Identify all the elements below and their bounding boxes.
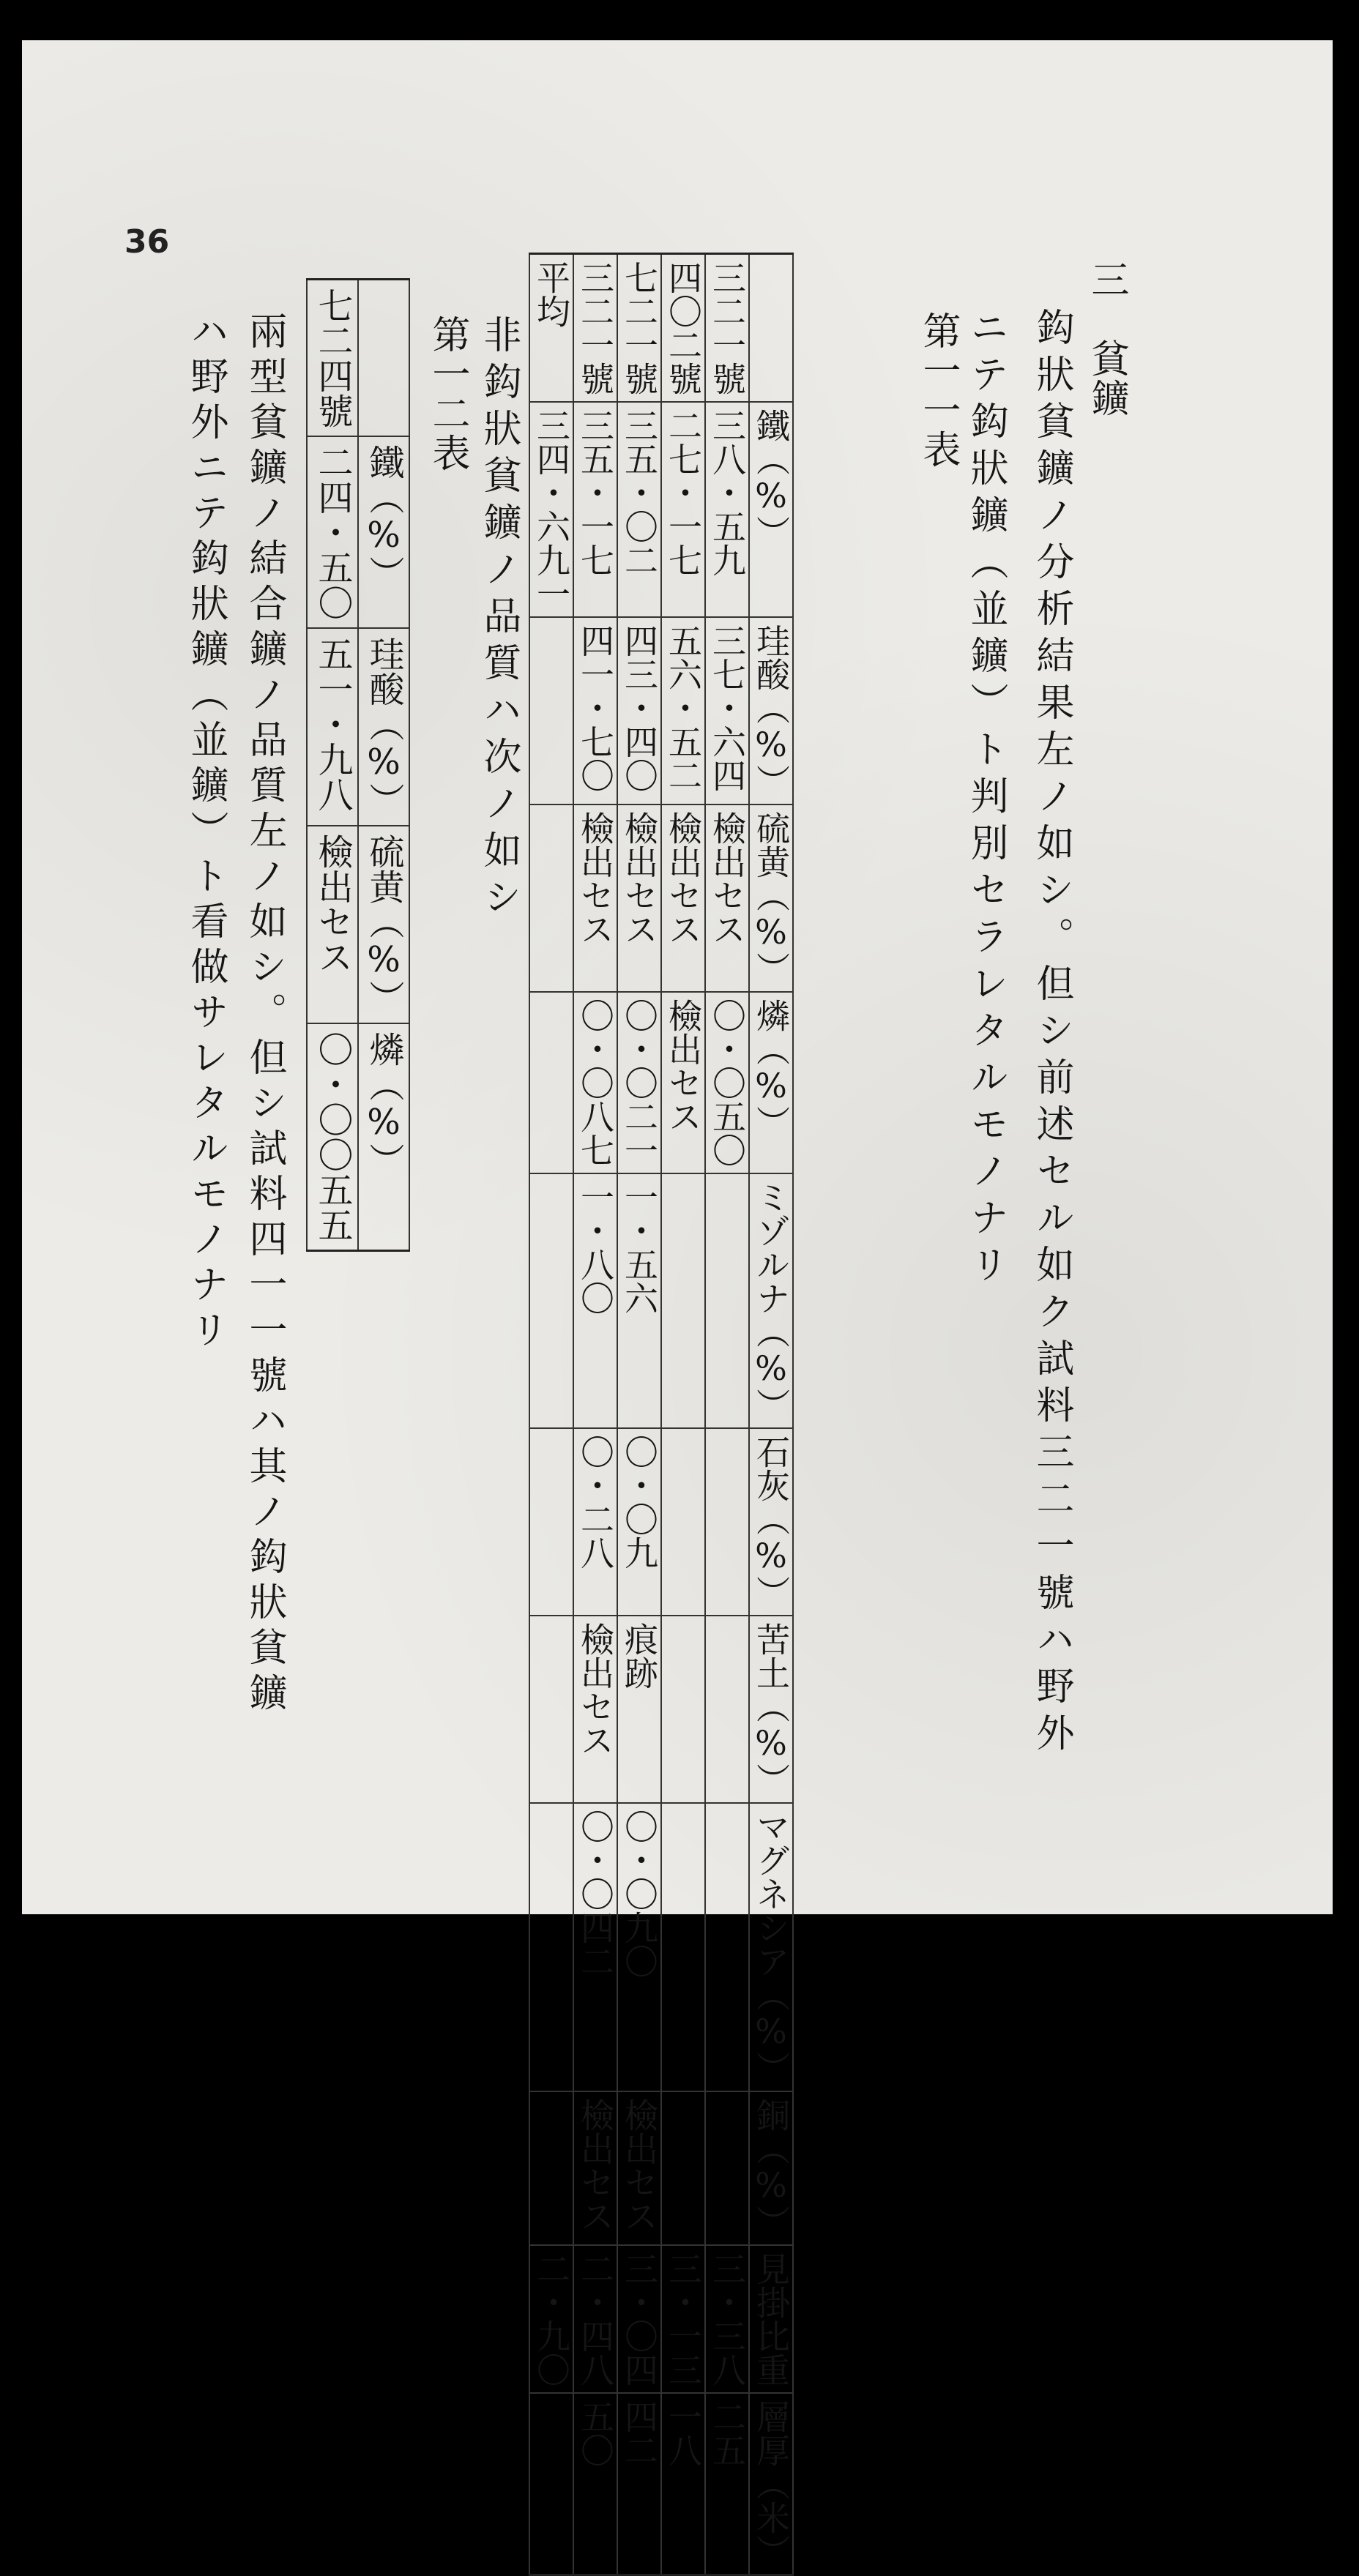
sample-id: 七二一號 [617,254,661,403]
table-cell [705,1173,749,1428]
table2-title: 第一二表 [425,315,469,473]
table-row-average [529,254,573,2575]
paragraph1-line2: ニテ鈎狀鑛（並鑛）ト判別セラレタルモノナリ [964,307,1008,1291]
table1-header: マグネシア（%） [749,1803,793,2091]
table-cell: 二四・五〇 [307,436,358,628]
table-cell: 檢出セス [705,804,749,992]
table1-header: 珪酸（%） [749,617,793,804]
table-cell [661,2091,705,2245]
table-cell: 四三・四〇 [617,617,661,804]
table-cell: 一・五六 [617,1173,661,1428]
table-cell: 二・四八 [573,2245,617,2393]
table-cell [529,617,573,804]
table-cell: 三五・一七 [573,402,617,617]
table1-header: 鐵（%） [749,402,793,617]
table-row [661,254,705,2575]
table-cell [705,2091,749,2245]
table-cell [529,1616,573,1803]
table-cell: 二・九〇 [529,2245,573,2393]
table1-header: 石灰（%） [749,1428,793,1616]
table-cell [705,1803,749,2091]
table1-header: 層厚（米） [749,2393,793,2575]
table2 [306,278,410,1252]
section-heading: 三 貧鑛 [1084,260,1128,418]
table2-header-row [358,280,409,1251]
table-cell: 檢出セス [573,2091,617,2245]
table2-header: 硫黄（%） [358,826,409,1023]
table-cell: 二七・一七 [661,402,705,617]
table-row [573,254,617,2575]
table-cell [529,1173,573,1428]
table1-header: 硫黄（%） [749,804,793,992]
table-cell: 三・一三 [661,2245,705,2393]
table-cell [529,2393,573,2575]
table-cell: 三八・五九 [705,402,749,617]
table-cell: 五一・九八 [307,628,358,826]
table-cell: 檢出セス [307,826,358,1023]
paragraph1-line1: 鈎狀貧鑛ノ分析結果左ノ如シ。但シ前述セル如ク試料三二一號ハ野外 [1030,307,1073,1760]
table-cell: 五〇 [573,2393,617,2575]
table-cell: 〇・〇九 [617,1428,661,1616]
table1 [529,253,794,2576]
table1-header-row [749,254,793,2575]
table-cell [661,1616,705,1803]
table2-header: 鐵（%） [358,436,409,628]
table-row [617,254,661,2575]
sample-id: 四〇二號 [661,254,705,403]
table1-header: 苦土（%） [749,1616,793,1803]
table-cell [661,1803,705,2091]
table-cell: 三四・六九一 [529,402,573,617]
table-cell: 三五・〇二 [617,402,661,617]
table2-header [358,280,409,437]
table-cell [529,2091,573,2245]
table1-header: 燐（%） [749,992,793,1173]
table-cell: 檢出セス [573,1616,617,1803]
table-cell [529,1428,573,1616]
table-cell [705,1616,749,1803]
sample-id: 三二一號 [573,254,617,403]
table-cell: 〇・〇五〇 [705,992,749,1173]
table1-header: 銅（%） [749,2091,793,2245]
table-cell: 〇・二八 [573,1428,617,1616]
table-cell: 〇・〇〇五五 [307,1023,358,1251]
table-cell: 〇・〇二一 [617,992,661,1173]
document-page [22,40,1333,2568]
table-cell: 〇・〇八七 [573,992,617,1173]
table-cell: 二五 [705,2393,749,2575]
table-cell: 檢出セス [661,992,705,1173]
paragraph3-line2: ハ野外ニテ鈎狀鑛（並鑛）ト看做サレタルモノナリ [184,311,228,1355]
table-cell: 一八 [661,2393,705,2575]
table-row [705,254,749,2575]
average-label: 平均 [529,254,573,403]
sample-id: 七二四號 [307,280,358,437]
table-cell [529,992,573,1173]
table-cell: 五六・五二 [661,617,705,804]
table1-header: 見掛比重 [749,2245,793,2393]
table-cell [661,1173,705,1428]
table-cell [661,1428,705,1616]
table1-header [749,254,793,403]
page-number: 36 [124,223,170,261]
table-cell [705,1428,749,1616]
table-cell: 一・八〇 [573,1173,617,1428]
table-cell: 〇・〇九〇 [617,1803,661,2091]
table-cell: 三七・六四 [705,617,749,804]
table-cell: 〇・〇四二 [573,1803,617,2091]
sample-id: 三二一號 [705,254,749,403]
table-cell: 檢出セス [617,804,661,992]
table-cell: 四一・七〇 [573,617,617,804]
table-cell [529,1803,573,2091]
table1-title: 第一一表 [916,311,960,469]
table1-header: ミゾルナ（%） [749,1173,793,1428]
paragraph3-line1: 兩型貧鑛ノ結合鑛ノ品質左ノ如シ。但シ試料四一一號ハ其ノ鈎狀貧鑛 [242,311,286,1718]
table-cell: 三・〇四 [617,2245,661,2393]
paragraph2: 非鈎狀貧鑛ノ品質ハ次ノ如シ [477,315,521,924]
table-cell: 痕跡 [617,1616,661,1803]
table-cell: 檢出セス [661,804,705,992]
table2-header: 珪酸（%） [358,628,409,826]
table-row [307,280,358,1251]
table-cell: 檢出セス [573,804,617,992]
table-cell [529,804,573,992]
table-cell: 三・三八 [705,2245,749,2393]
table2-header: 燐（%） [358,1023,409,1251]
table-cell: 檢出セス [617,2091,661,2245]
table-cell: 四二 [617,2393,661,2575]
